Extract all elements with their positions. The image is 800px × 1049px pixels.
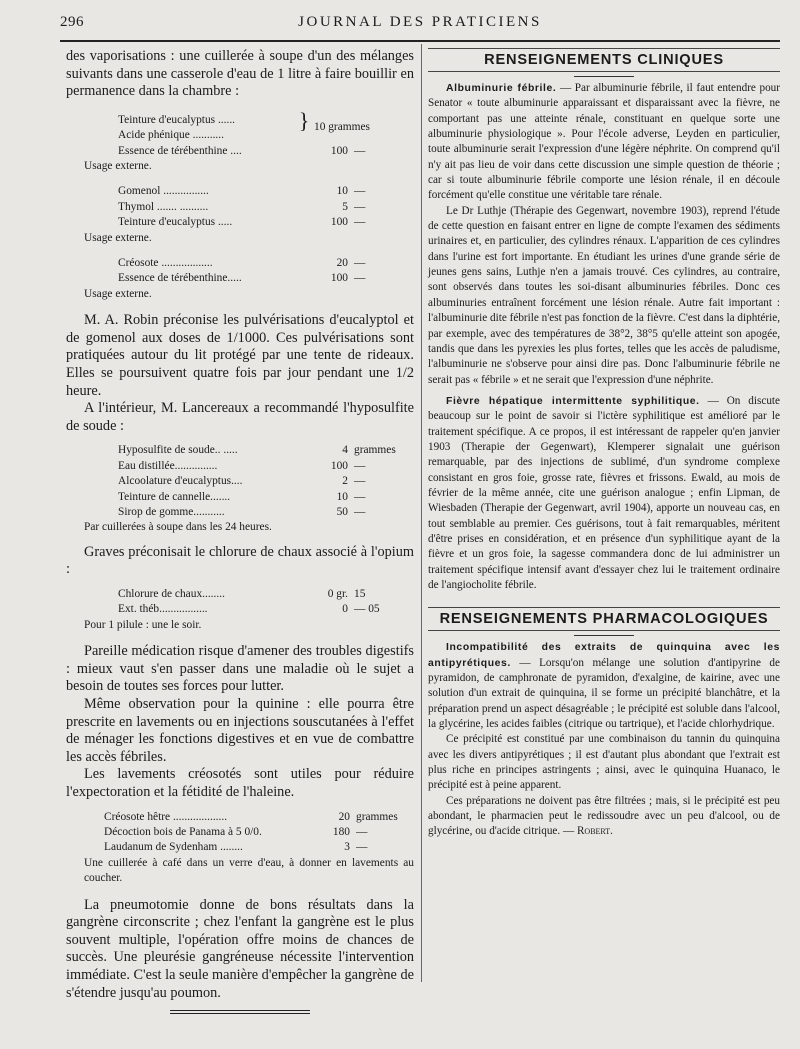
recipe-chlorure <box>66 587 414 633</box>
brace-spacer <box>296 128 312 143</box>
end-separator <box>170 1010 310 1014</box>
preparations-text: Ces préparations ne doivent pas être filtrées ; mais, si le précipité est peu abondant, le pharmacien peut le redissoudre avec un peu d'alcool, ou de glycérine, ou d'acide citrique. — <box>428 794 780 838</box>
preparations-paragraph <box>428 794 780 840</box>
recipe-unit: — <box>356 841 368 854</box>
recipe-row: Gomenol ................ 10 — <box>66 184 414 199</box>
recipe-row: Essence de térébenthine .... 100 — <box>66 144 414 159</box>
recipe-hyposulfite <box>66 443 414 535</box>
recipe-unit: 15 <box>354 588 366 601</box>
lancereaux-paragraph: A l'intérieur, M. Lancereaux a recommandé l'hyposulfite de soude : <box>66 400 414 434</box>
fievre-text: — On discute beaucoup sur le point de savoir si l'ictère syphilitique est amélioré par le traitement spécifique. A ce propos, il est intéressant de rappeler qu'en janvier 1903 (Therapie der Gegenwart), Klemperer signalait une guérison remarquable, par des injections de sublimé, d'un syndrome complexe consistant en gros foie, grosse rate, fièvres et frissons. Ewald, au mois de février de la même année, cite une guérison analogue ; enfin Lipman, de Wiesbaden (Therapie der Gegenwart, avril 1904), apporte un nouveau cas, en tout semblable au premier. Ces guérisons, tout à fait remarquables, méritent d'être prises en considération, et en présence d'un syphilitique ayant de la fièvre et un gros foie, la sagesse commandera donc de lui administrer un traitement spécifique intensif avant d'essayer chez lui le traitement ordinaire de l'angiocholite fébrile. <box>428 394 780 591</box>
recipe-row: Hyposulfite de soude.. ..... 4 grammes <box>66 443 414 458</box>
recipe-row: Sirop de gomme........... 50 — <box>66 505 414 520</box>
recipe-unit: — <box>356 826 368 838</box>
recipe-usage: Une cuillerée à café dans un verre d'eau, à donner en lavements au coucher. <box>84 856 414 885</box>
incompatibilite-paragraph <box>428 640 780 732</box>
recipe-qty: 3 <box>344 841 350 854</box>
recipe-qty: 100 <box>330 216 348 229</box>
recipe-qty: 0 gr. <box>327 588 348 601</box>
recipe-row: Thymol ....... .......... 5 — <box>66 200 414 215</box>
recipe-row: Créosote .................. 20 — <box>66 256 414 271</box>
recipe-creosote-hetre <box>66 810 414 887</box>
recipe-qty: 2 <box>342 475 348 488</box>
right-column <box>428 48 780 840</box>
recipe-qty: 10 grammes <box>314 121 370 134</box>
graves-paragraph: Graves préconisait le chlorure de chaux associé à l'opium : <box>66 543 414 578</box>
recipe-row: Alcoolature d'eucalyptus.... 2 — <box>66 474 414 489</box>
recipe-unit: — <box>354 216 366 229</box>
section-title-clinical: RENSEIGNEMENTS CLINIQUES <box>428 48 780 72</box>
recipe-creosote <box>66 256 414 302</box>
recipe-usage: Pour 1 pilule : une le soir. <box>84 618 202 631</box>
brace-symbol: } <box>298 107 310 133</box>
recipe-unit: — <box>354 200 366 213</box>
meme-paragraph: Même observation pour la quinine : elle pourra être prescrite en lavements ou en injections souscutanées à l'effet de ménager les fonctions digestives et en vue de combattre les accès fébriles. <box>66 696 414 765</box>
recipe-unit: — 05 <box>354 603 380 616</box>
recipe-eucalyptus-phenique <box>66 107 414 175</box>
incompatibilite-text: — Lorsqu'on mélange une solution d'antipyrine de pyramidon, de camphronate de pyramidon, d'exalgine, de kairine, avec une solution d'un extrait de quinquina, il se forme un précipité blanchâtre, et la préparation prend un aspect désagréable ; le précipité est soluble dans l'alcool, la glycérine, les acides faibles (citrique ou tartrique), et l'acide chlorhydrique. <box>428 656 780 731</box>
recipe-unit: grammes <box>356 810 398 823</box>
recipe-unit: grammes <box>354 444 396 457</box>
recipe-usage: Usage externe. <box>84 287 152 300</box>
lavements-paragraph: Les lavements créosotés sont utiles pour réduire l'expectoration et la fétidité de l'haleine. <box>66 766 414 800</box>
recipe-row: Décoction bois de Panama à 5 0/0. 180 — <box>66 825 414 840</box>
recipe-unit: — <box>354 144 366 157</box>
recipe-unit: — <box>354 272 366 285</box>
intro-paragraph: des vaporisations : une cuillerée à soupe d'un des mélanges suivants dans une casserole d'eau de 1 litre à faire bouillir en permanence dans la chambre : <box>66 48 414 100</box>
recipe-row: Créosote hêtre ................... 20 grammes <box>66 810 414 825</box>
recipe-usage: Usage externe. <box>84 231 152 244</box>
recipe-unit: — <box>354 490 366 503</box>
recipe-qty: 0 <box>342 603 348 616</box>
recipe-row: Acide phénique ........... 10 grammes <box>66 128 414 143</box>
luthje-paragraph: Le Dr Luthje (Thérapie des Gegenwart, novembre 1903), reprend l'étude de cette question en faisant entrer en ligne de compte l'examen des sédiments urinaires et, en particulier, des cylindres rénaux. L'apparition de ces cylindres dans l'urine est fort importante. En étudiant les urines d'une grande série de jeunes gens sains, Luthje n'en a jamais trouvé. Ces cylindres, au contraire, sont observés dans toutes les soi-disant albuminuries fébriles. Donc ces albuminuries entraînent forcément une lésion rénale. Autre fait important : l'albuminurie dite fébrile n'est pas fonction de la fièvre. C'est dans la diphtérie, par exemple, avec des températures de 38°2, 38°5 qu'elle atteint son apogée, tandis que dans les pyrexies les plus fortes, telles que les accès de paludisme, l'albuminurie ne s'observe pour ainsi dire pas. Donc l'albuminurie fébrile ne serait pas « fébrile » et ne serait que l'expression d'une néphrite. <box>428 204 780 386</box>
fievre-lead: Fièvre hépatique intermittente syphilitique. <box>446 395 700 407</box>
page-header <box>60 14 780 36</box>
recipe-unit: — <box>354 257 366 270</box>
recipe-unit: — <box>354 185 366 198</box>
recipe-row: Teinture de cannelle....... 10 — <box>66 490 414 505</box>
recipe-unit: — <box>354 475 366 488</box>
title-dash <box>574 635 634 636</box>
precipite-paragraph: Ce précipité est constitué par une combinaison du tannin du quinquina avec les divers antipyrétiques ; il est d'autant plus abondant que l'extrait est plus riche en principes astringents ; ainsi, avec le quinquina Huanaco, le précipité est à peine apparent. <box>428 733 780 792</box>
recipe-unit: — <box>354 506 366 519</box>
recipe-row: Teinture d'eucalyptus ...... } <box>66 113 414 128</box>
recipe-qty: 5 <box>342 200 348 213</box>
robin-paragraph: M. A. Robin préconise les pulvérisations d'eucalyptol et de gomenol aux doses de 1/1000. Ces pulvérisations sont pratiquées autour du lit protégé par une tente de rideaux. Elles se poursuivent quatre fois par jour pendant une 1/2 heure. <box>66 312 414 399</box>
recipe-qty: 20 <box>336 257 348 270</box>
section-title-pharmacological: RENSEIGNEMENTS PHARMACOLOGIQUES <box>428 607 780 631</box>
recipe-unit: — <box>354 459 366 472</box>
pareille-paragraph: Pareille médication risque d'amener des troubles digestifs : mieux vaut s'en passer dans une maladie où le sujet a besoin de toutes ses forces pour lutter. <box>66 643 414 695</box>
author-signature: Robert. <box>576 825 613 838</box>
recipe-usage: Par cuillerées à soupe dans les 24 heures. <box>84 521 272 534</box>
albuminurie-paragraph <box>428 81 780 204</box>
recipe-qty: 10 <box>336 490 348 503</box>
left-column <box>66 48 414 1014</box>
column-divider <box>421 44 422 982</box>
recipe-qty: 10 <box>336 185 348 198</box>
fievre-paragraph <box>428 394 780 593</box>
recipe-qty: 4 <box>342 444 348 457</box>
title-dash <box>574 76 634 77</box>
recipe-row: Teinture d'eucalyptus ..... 100 — <box>66 215 414 230</box>
page-number: 296 <box>60 14 84 30</box>
header-rule <box>60 40 780 42</box>
albuminurie-lead: Albuminurie fébrile. <box>446 83 557 94</box>
pneumotomie-paragraph: La pneumotomie donne de bons résultats dans la gangrène circonscrite ; chez l'enfant la gangrène est le plus souvent multiple, l'opération offre moins de chances de succès. Une pleurésie gangréneuse nécessite l'intervention immédiate. C'est la seule manière d'empêcher la gangrène de s'étendre jusqu'au poumon. <box>66 896 414 1001</box>
albuminurie-text: — Par albuminurie fébrile, il faut entendre pour Senator « toute albuminurie apparaissant et disparaissant avec la fièvre, ne comportant pas une atteinte rénale, constituant en quelque sorte une albuminurie physiologique ». Pour l'école adverse, Leyden en particulier, toute albuminurie serait l'expression d'une légère néphrite. On comprend qu'il n'y ait pas lieu de voir dans cette discussion une simple question de théorie ; car si toute albuminurie fébrile comporte une lésion rénale, il en découle forcément qu'elle constitue une véritable tare rénale. <box>428 82 781 202</box>
recipe-usage: Usage externe. <box>84 160 152 172</box>
recipe-row: Eau distillée............... 100 — <box>66 459 414 474</box>
incompatibilite-lead: Incompatibilité des extraits de quinquina avec les antipyrétiques. <box>428 642 780 669</box>
recipe-row: Essence de térébenthine..... 100 — <box>66 271 414 286</box>
recipe-qty: 100 <box>330 459 348 472</box>
recipe-qty: 100 <box>330 144 348 157</box>
recipe-row: Ext. théb................. 0 — 05 <box>66 602 414 617</box>
recipe-qty: 50 <box>336 506 348 519</box>
recipe-row: Laudanum de Sydenham ........ 3 — <box>66 840 414 855</box>
recipe-qty: 100 <box>330 272 348 285</box>
recipe-qty: 180 <box>332 826 350 838</box>
recipe-qty: 20 <box>338 810 350 823</box>
recipe-gomenol <box>66 184 414 246</box>
recipe-row: Chlorure de chaux........ 0 gr. 15 <box>66 587 414 602</box>
journal-title: JOURNAL DES PRATICIENS <box>298 14 542 30</box>
